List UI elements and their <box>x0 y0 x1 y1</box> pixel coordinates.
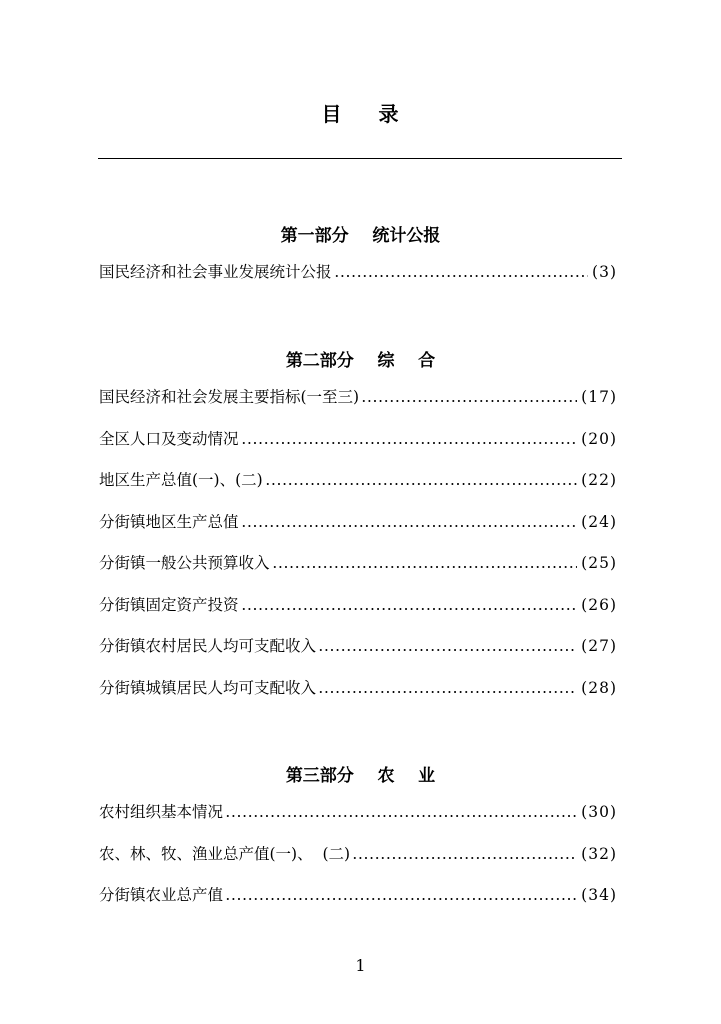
dot-leader <box>361 399 577 403</box>
toc-entry[interactable] <box>99 551 617 575</box>
toc-entry-label: 地区生产总值(一)、(二) <box>99 471 263 489</box>
title-divider <box>98 158 622 159</box>
toc-entry-label: 分街镇一般公共预算收入 <box>99 554 270 572</box>
dot-leader <box>265 482 577 486</box>
page-number: 1 <box>355 956 366 975</box>
dot-leader <box>318 648 577 652</box>
toc-entry-label: 分街镇农村居民人均可支配收入 <box>99 637 317 655</box>
toc-entry[interactable] <box>99 385 617 409</box>
toc-entry-page: (27) <box>581 637 617 655</box>
dot-leader <box>241 607 578 611</box>
title-char-2: 录 <box>378 102 400 126</box>
toc-entry-label: 农村组织基本情况 <box>99 803 224 821</box>
toc-entry[interactable] <box>99 260 617 284</box>
toc-entry-page: (25) <box>581 554 617 572</box>
toc-entry[interactable] <box>99 800 617 824</box>
dot-leader <box>241 524 578 528</box>
section-heading-2: 第二部分 综 合 <box>285 351 436 371</box>
toc-entry-page: (34) <box>581 886 617 904</box>
toc-entry-page: (30) <box>581 803 617 821</box>
toc-entry[interactable] <box>99 468 617 492</box>
toc-entry[interactable] <box>99 676 617 700</box>
dot-leader <box>334 274 589 278</box>
toc-entry-label: 分街镇地区生产总值 <box>99 513 239 531</box>
dot-leader <box>272 565 578 569</box>
toc-entry-page: (28) <box>581 679 617 697</box>
dot-leader <box>225 814 577 818</box>
toc-entry-label: 分街镇城镇居民人均可支配收入 <box>99 679 317 697</box>
section-heading-3: 第三部分 农 业 <box>285 766 436 786</box>
toc-entry[interactable] <box>99 427 617 451</box>
toc-entry-page: (20) <box>581 430 617 448</box>
toc-entry[interactable] <box>99 883 617 907</box>
toc-entry-label: 国民经济和社会发展主要指标(一至三) <box>99 388 360 406</box>
section-heading-1: 第一部分 统计公报 <box>280 226 441 246</box>
toc-entry[interactable] <box>99 842 617 866</box>
dot-leader <box>352 856 577 860</box>
toc-entry-page: (24) <box>581 513 617 531</box>
toc-entry[interactable] <box>99 593 617 617</box>
toc-entry[interactable] <box>99 510 617 534</box>
toc-entry-page: (32) <box>581 845 617 863</box>
toc-entry-page: (22) <box>581 471 617 489</box>
toc-entry-page: (26) <box>581 596 617 614</box>
toc-entry[interactable] <box>99 634 617 658</box>
toc-entry-page: (3) <box>592 263 617 281</box>
toc-entry-label: 分街镇农业总产值 <box>99 886 224 904</box>
toc-entry-label: 农、林、牧、渔业总产值(一)、 (二) <box>99 845 351 863</box>
dot-leader <box>241 441 578 445</box>
toc-entry-label: 国民经济和社会事业发展统计公报 <box>99 263 332 281</box>
title-char-1: 目 <box>321 102 343 126</box>
toc-entry-label: 全区人口及变动情况 <box>99 430 239 448</box>
dot-leader <box>225 897 577 901</box>
toc-entry-page: (17) <box>581 388 617 406</box>
page-title <box>0 98 721 127</box>
toc-entry-label: 分街镇固定资产投资 <box>99 596 239 614</box>
dot-leader <box>318 690 577 694</box>
